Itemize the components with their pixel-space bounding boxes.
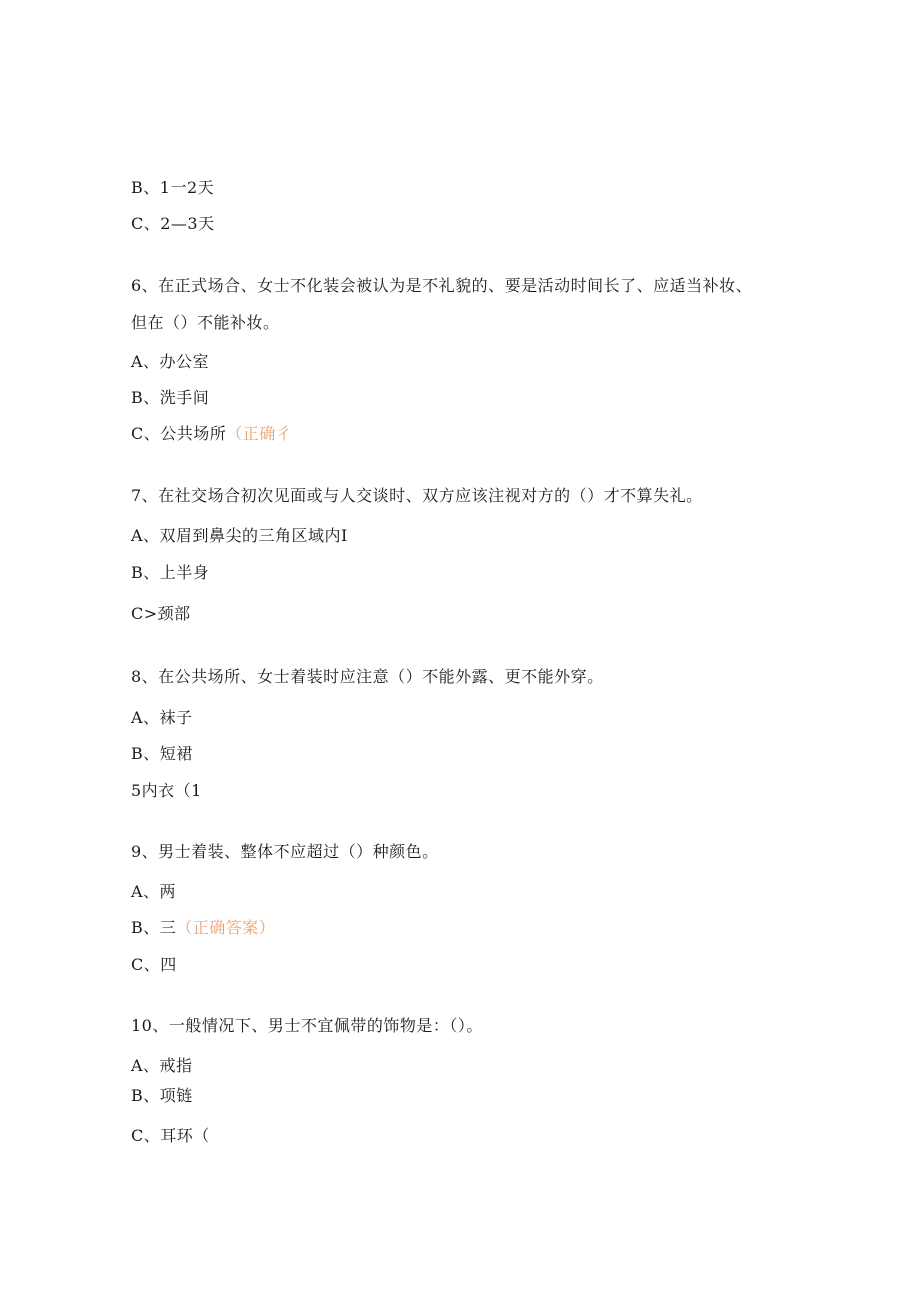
question-7: 7、在社交场合初次见面或与人交谈时、双方应该注视对方的（）才不算失礼。: [131, 486, 703, 505]
option-c-q8: 5内衣（1: [131, 781, 202, 800]
question-6: 6、在正式场合、女士不化装会被认为是不礼貌的、要是活动时间长了、应适当补妆、: [131, 276, 753, 295]
option-b-q10: B、项链: [131, 1086, 193, 1105]
option-a-q10: A、戒指: [131, 1056, 193, 1075]
option-c-q5: C、2—3天: [131, 214, 215, 233]
option-b-q6: B、洗手间: [131, 388, 210, 407]
option-a-q9: A、两: [131, 882, 177, 901]
question-8: 8、在公共场所、女士着装时应注意（）不能外露、更不能外穿。: [131, 667, 604, 686]
option-b-q9: B、三（正确答案）: [131, 918, 276, 937]
question-9: 9、男士着装、整体不应超过（）种颜色。: [131, 842, 439, 861]
option-a-q7: A、双眉到鼻尖的三角区域内I: [131, 526, 348, 545]
correct-answer-mark: （正确答案）: [176, 918, 276, 937]
option-c-q10: C、耳环（: [131, 1126, 210, 1145]
option-a-q8: A、袜子: [131, 708, 193, 727]
option-b-q5: B、1一2天: [131, 178, 215, 197]
question-6-continued: 但在（）不能补妆。: [131, 313, 280, 332]
option-c-q7: C>颈部: [131, 604, 191, 623]
question-10: 10、一般情况下、男士不宜佩带的饰物是：（）。: [131, 1016, 483, 1035]
option-a-q6: A、办公室: [131, 352, 210, 371]
option-b-q7: B、上半身: [131, 563, 210, 582]
correct-answer-mark: （正确彳: [226, 424, 293, 443]
option-b-q8: B、短裙: [131, 744, 193, 763]
option-c-q6: C、公共场所（正确彳: [131, 424, 293, 443]
option-c-q9: C、四: [131, 955, 177, 974]
